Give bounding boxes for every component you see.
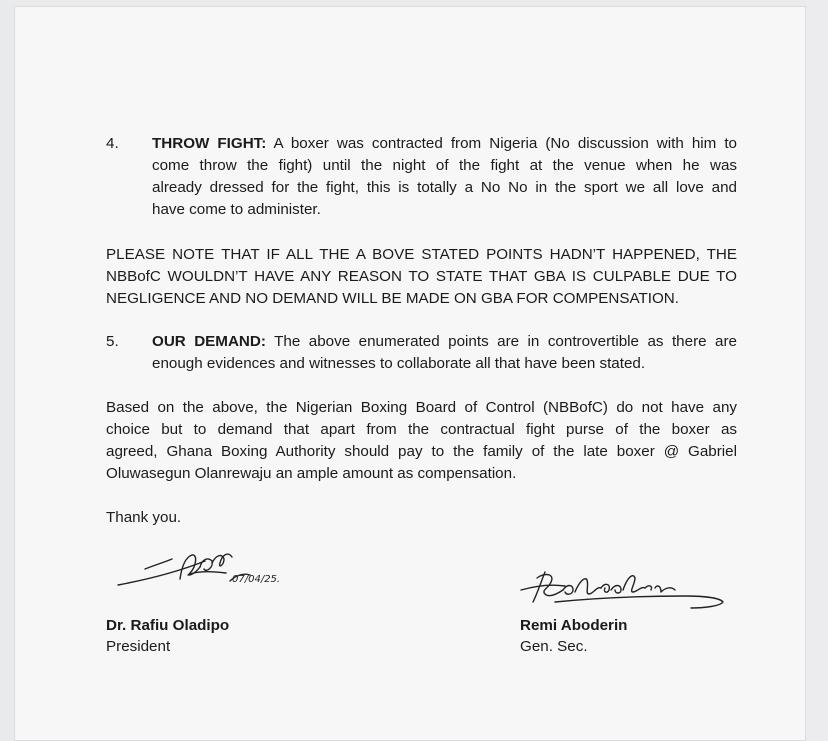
notice-line-2: NBBofC WOULDN’T HAVE ANY REASON TO STATE THAT GBA IS CULPABLE DUE TO [106,268,737,285]
conclusion-line-2: choice but to demand that apart from the contractual fight purse of the boxer as [106,421,737,438]
closing-text: Thank you. [106,509,182,526]
item-4-line-1 [152,133,737,155]
item-5-line-2: enough evidences and witnesses to collaborate all that have been stated. [152,355,646,372]
gen-sec-name: Remi Aboderin [520,617,628,634]
item-4-line-3: already dressed for the fight, this is totally a No No in the sport we all love and [152,179,737,196]
gen-sec-title: Gen. Sec. [520,638,588,655]
item-4-text-1: A boxer was contracted from Nigeria (No discussion with him to [273,135,737,152]
president-name: Dr. Rafiu Oladipo [106,617,230,634]
item-5-heading: OUR DEMAND: [152,333,266,350]
item-5-number: 5. [106,333,119,350]
president-title: President [106,638,171,655]
conclusion-line-4: Oluwasegun Olanrewaju an ample amount as compensation. [106,465,517,482]
signature-date: 07/04/25. [232,574,281,585]
page-edge [806,0,828,741]
item-4-number: 4. [106,135,119,152]
item-4-heading: THROW FIGHT: [152,135,267,152]
conclusion-line-3: agreed, Ghana Boxing Authority should pay to the family of the late boxer @ Gabriel [106,443,737,460]
conclusion-line-1: Based on the above, the Nigerian Boxing Board of Control (NBBofC) do not have any [106,399,737,416]
item-4-line-2: come throw the fight) until the night of the fight at the venue when he was [152,157,737,174]
notice-line-3: NEGLIGENCE AND NO DEMAND WILL BE MADE ON GBA FOR COMPENSATION. [106,290,679,307]
item-5-line-1 [152,331,737,353]
item-4-line-4: have come to administer. [152,201,321,218]
item-5-text-1: The above enumerated points are in controvertible as there are [274,333,737,350]
president-signature [110,545,310,595]
notice-line-1: PLEASE NOTE THAT IF ALL THE A BOVE STATED POINTS HADN’T HAPPENED, THE [106,246,737,263]
gen-sec-signature [515,568,730,612]
